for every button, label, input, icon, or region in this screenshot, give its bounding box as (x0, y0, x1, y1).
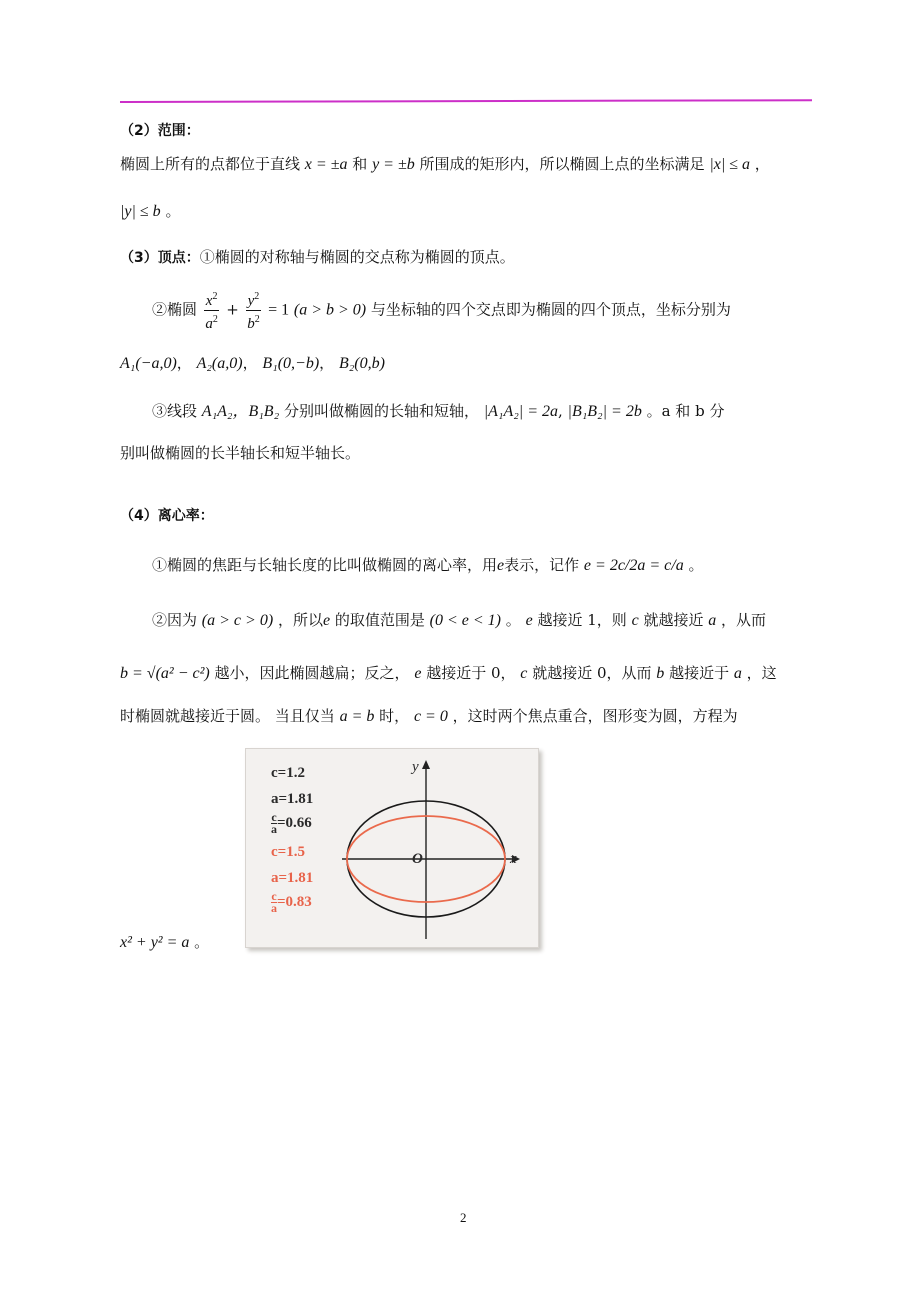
section-vertex-heading: （3）顶点： (120, 250, 200, 266)
vertex-B2: B₂(0,b) (338, 355, 385, 372)
page-number: 2 (460, 1210, 467, 1225)
vertex-B1: B₁(0,−b) (262, 355, 320, 372)
x-axis-label: x (510, 851, 517, 867)
eq-x: x = ±a (304, 156, 348, 173)
axis-length-major: |A₁A₂| = 2a (483, 403, 558, 420)
y-axis-arrow (422, 760, 430, 769)
origin-label: O (412, 851, 423, 867)
vertex-line-3: ③线段 A₁A₂，B₁B₂ 分别叫做椭圆的长轴和短轴， |A₁A₂| = 2a, |B₁B₂| = 2b 。a 和 b 分 (152, 402, 725, 420)
label-ratio-black: $\frac{c}{a}$ =0.66 (271, 810, 312, 836)
eq-y: y = ±b (372, 156, 415, 173)
cond-x: |x| ≤ a (709, 156, 751, 173)
section-eccentricity-heading: （4）离心率： (120, 508, 214, 524)
vertex-A1: A₁(−a,0) (120, 355, 177, 372)
label-a-orange: a=1.81 (271, 870, 314, 886)
y-axis-label: y (412, 759, 419, 775)
ellipse-figure (245, 748, 539, 948)
header-rule (120, 99, 812, 103)
range-text-cont: |y| ≤ b 。 (120, 202, 181, 220)
frac-x2-a2: $\frac{x^2}{a^2}$ (204, 288, 220, 333)
vertex-coords: A₁(−a,0)， A₂(a,0)， B₁(0,−b)， B₂(0,b) (120, 354, 385, 372)
circle-equation: x² + y² = a 。 (120, 933, 210, 951)
vertex-line-4: 别叫做椭圆的长半轴长和短半轴长。 (120, 444, 361, 462)
ecc-formula: e = 2c/2a = c/a (583, 557, 684, 574)
section-range-heading: （2）范围： (120, 123, 200, 139)
ecc-line-2: ②因为 (a > c > 0) ，所以e 的取值范围是 (0 < e < 1) 。 e 越接近 1，则 c 就越接近 a ，从而 (152, 611, 767, 629)
frac-y2-b2: $\frac{y^2}{b^2}$ (246, 288, 262, 333)
b-formula: b = √(a² − c²) (120, 665, 210, 682)
ecc-line-4: 时椭圆就越接近于圆。 当且仅当 a = b 时， c = 0 ，这时两个焦点重合，图形变为圆，方程为 (120, 707, 738, 725)
label-c-orange: c=1.5 (271, 844, 305, 860)
label-a-black: a=1.81 (271, 791, 314, 807)
axis-length-minor: |B₁B₂| = 2b (567, 403, 642, 420)
range-text: 椭圆上所有的点都位于直线 x = ±a 和 y = ±b 所围成的矩形内，所以椭圆上点的坐标满足 |x| ≤ a ， (120, 155, 770, 173)
label-ratio-orange: $\frac{c}{a}$ =0.83 (271, 889, 312, 915)
label-c-black: c=1.2 (271, 765, 305, 781)
ecc-line-1: ①椭圆的焦距与长轴长度的比叫做椭圆的离心率，用e表示，记作 e = 2c/2a = c/a 。 (152, 556, 704, 574)
vertex-A2: A₂(a,0) (196, 355, 243, 372)
vertex-line-1: （3）顶点：①椭圆的对称轴与椭圆的交点称为椭圆的顶点。 (120, 248, 515, 266)
vertex-line-2: ②椭圆 $\frac{x^2}{a^2}$ + $\frac{y^2}{b^2}$ = 1 (a > b > 0) 与坐标轴的四个交点即为椭圆的四个顶点，坐标分别为 (152, 288, 731, 333)
ecc-line-3: b = √(a² − c²) 越小，因此椭圆越扁；反之， e 越接近于 0， c 就越接近 0，从而 b 越接近于 a ，这 (120, 664, 777, 682)
cond-y: |y| ≤ b (120, 203, 161, 220)
